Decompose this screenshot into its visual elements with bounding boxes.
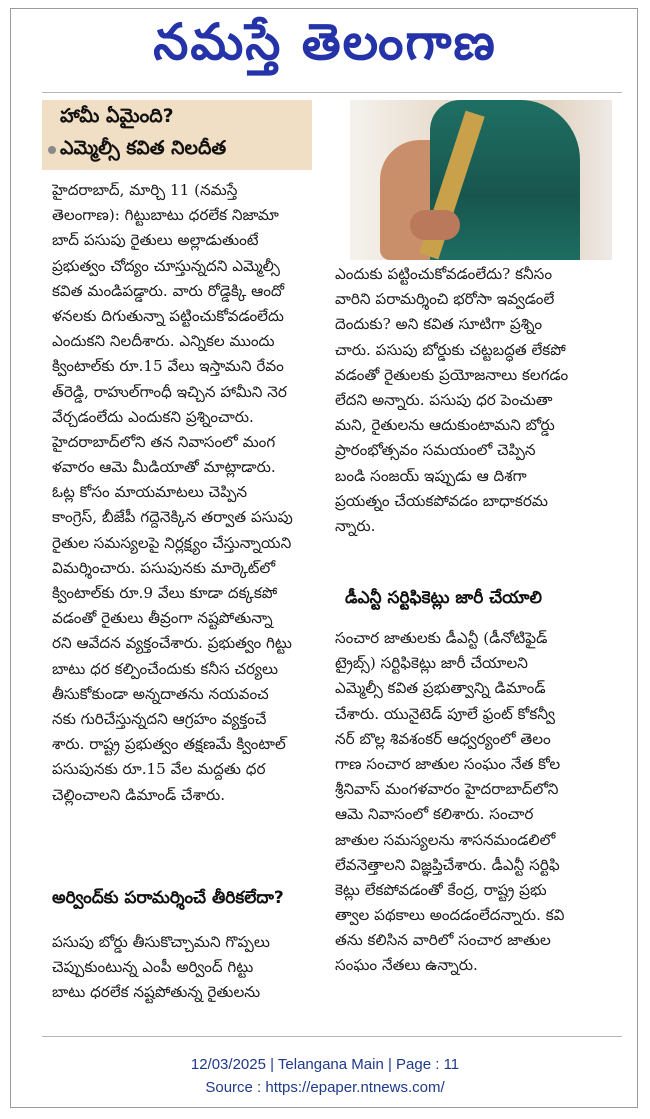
text-line: చేశారు. యునైటెడ్ పూలే ఫ్రంట్ కోకన్వీ xyxy=(335,704,555,723)
text-line: త్‌రెడ్డి, రాహుల్‌గాంధీ ఇచ్చిన హామీని నెర xyxy=(52,382,287,401)
top-rule xyxy=(42,92,622,93)
footer-date-line: 12/03/2025 | Telangana Main | Page : 11 xyxy=(190,1056,460,1073)
article-photo xyxy=(350,100,612,260)
left-subhead: అర్వింద్‌కు పరామర్శించే తీరికలేదా? xyxy=(52,888,284,908)
text-line: త్వాల పథకాలు అందడంలేదన్నారు. కవి xyxy=(335,906,565,925)
text-line: చెల్లించాలని డిమాండ్ చేశారు. xyxy=(52,785,226,804)
text-line: వేర్చడంలేదు ఎందుకని ప్రశ్నించారు. xyxy=(52,407,254,426)
text-line: లేవనెత్తాలని విజ్ఞప్తిచేశారు. డీఎన్టీ సర్టిఫి xyxy=(335,855,560,874)
newspaper-logo: నమస్తే తెలంగాణ xyxy=(153,13,497,71)
text-line: న్నారు. xyxy=(335,516,376,535)
text-line: కాంగ్రెస్, బీజేపీ గద్దెనెక్కిన తర్వాత పసుపు xyxy=(52,508,293,527)
text-line: తెలంగాణ): గిట్టుబాటు ధరలేక నిజామా xyxy=(52,206,279,225)
text-line: నకు గురిచేస్తున్నదని ఆగ్రహం వ్యక్తంచే xyxy=(52,709,267,728)
text-line: రైతుల సమస్యలపై నిర్లక్ష్యం చేస్తున్నాయని xyxy=(52,533,292,552)
text-line: హైదరాబాద్‌లోని తన నివాసంలో మంగ xyxy=(52,432,276,451)
text-line: సంచార జాతులకు డీఎన్టీ (డీనోటిఫైడ్ xyxy=(335,629,548,647)
text-line: శారు. రాష్ట్ర ప్రభుత్వం తక్షణమే క్వింటాల్ xyxy=(52,735,286,754)
text-line: ళవారం ఆమె మీడియాతో మాట్లాడారు. xyxy=(52,458,276,477)
text-line: ట్రైబ్స్) సర్టిఫికెట్లు జారీ చేయాలని xyxy=(335,654,528,673)
text-line: వడంతో రైతులకు ప్రయోజనాలు కలగడం xyxy=(335,365,569,384)
headline-title: హామీ ఏమైంది? xyxy=(60,105,174,127)
text-line: కెట్లు లేకపోవడంతో కేంద్ర, రాష్ట్ర ప్రభు xyxy=(335,880,547,899)
text-line: శ్రీనివాస్ మంగళవారం హైదరాబాద్‌లోని xyxy=(335,780,559,799)
left-article-body xyxy=(52,178,310,808)
text-line: ప్రారంభోత్సవం సమయంలో చెప్పిన xyxy=(335,441,536,460)
left-article-body-2 xyxy=(52,930,310,1006)
text-line: క్వింటాల్‌కు రూ.9 వేలు కూడా దక్కకపో xyxy=(52,584,278,602)
text-line: హైదరాబాద్, మార్చి 11 (నమస్తే xyxy=(52,181,238,199)
text-line: గాణ సంచార జాతుల సంఘం నేత కోల xyxy=(335,754,561,773)
text-line: పసుపునకు రూ.15 వేల మద్దతు ధర xyxy=(52,760,266,779)
text-line: విమర్శించారు. పసుపునకు మార్కెట్‌లో xyxy=(52,558,276,577)
right-article-body xyxy=(335,262,613,539)
text-line: చెప్పుకుంటున్న ఎంపీ అర్వింద్ గిట్టు xyxy=(52,958,254,977)
text-line: తీసుకోకుండా అన్నదాతను నయవంచ xyxy=(52,684,269,703)
text-line: బాటు ధరలేక నష్టపోతున్న రైతులను xyxy=(52,983,261,1002)
right-article-body-2 xyxy=(335,626,613,979)
text-line: ఓట్ల కోసం మాయమాటలు చెప్పిన xyxy=(52,483,248,502)
bullet-icon xyxy=(48,146,56,154)
text-line: వారిని పరామర్శించి భరోసా ఇవ్వడంలే xyxy=(335,290,555,309)
text-line: బండి సంజయ్ ఇప్పుడు ఆ దిశగా xyxy=(335,466,527,485)
text-line: లేదని అన్నారు. పసుపు ధర పెంచుతా xyxy=(335,390,553,409)
text-line: ఎందుకు పట్టించుకోవడంలేదు? కనీసం xyxy=(335,265,553,283)
headline-subtitle: ఎమ్మెల్సీ కవిత నిలదీత xyxy=(60,137,227,159)
text-line: వడంతో రైతులు తీవ్రంగా నష్టపోతున్నా xyxy=(52,609,273,628)
text-line: కవిత మండిపడ్డారు. వారు రోడ్డెక్కి ఆందో xyxy=(52,281,285,300)
text-line: ప్రయత్నం చేయకపోవడం బాధాకరమ xyxy=(335,491,548,510)
text-line: రని ఆవేదన వ్యక్తంచేశారు. ప్రభుత్వం గిట్టు xyxy=(52,634,292,653)
text-line: ఆమె నివాసంలో కలిశారు. సంచార xyxy=(335,805,534,824)
text-line: చారు. పసుపు బోర్డుకు చట్టబద్ధత లేకపో xyxy=(335,340,566,359)
text-line: దెందుకు? అని కవిత సూటిగా ప్రశ్నిం xyxy=(335,315,543,334)
text-line: బాద్ పసుపు రైతులు అల్లాడుతుంటే xyxy=(52,231,259,250)
text-line: ళనలకు దిగుతున్నా పట్టించుకోవడంలేదు xyxy=(52,306,284,325)
text-line: ప్రభుత్వం చోద్యం చూస్తున్నదని ఎమ్మెల్సీ xyxy=(52,256,280,275)
text-line: నర్ బొల్ల శివశంకర్ ఆధ్వర్యంలో తెలం xyxy=(335,729,551,748)
text-line: మని, రైతులను ఆదుకుంటామని బోర్డు xyxy=(335,416,555,435)
text-line: ఎమ్మెల్సీ కవిత ప్రభుత్వాన్ని డిమాండ్ xyxy=(335,679,546,698)
text-line: తను కలిసిన వారిలో సంచార జాతుల xyxy=(335,931,551,950)
footer-source-line: Source : https://epaper.ntnews.com/ xyxy=(205,1079,445,1096)
text-line: ఎందుకని నిలదీశారు. ఎన్నికల ముందు xyxy=(52,332,275,351)
text-line: జాతుల సమస్యలను శాసనమండలిలో xyxy=(335,830,556,849)
text-line: పసుపు బోర్డు తీసుకొచ్చామని గొప్పలు xyxy=(52,933,270,951)
right-subhead: డీఎన్టీ సర్టిఫికెట్లు జారీ చేయాలి xyxy=(345,588,542,608)
text-line: క్వింటాల్‌కు రూ.15 వేలు ఇస్తామని రేవం xyxy=(52,357,284,376)
bottom-rule xyxy=(42,1036,622,1037)
masthead xyxy=(0,0,650,88)
text-line: బాటు ధర కల్పించేందుకు కనీస చర్యలు xyxy=(52,659,279,678)
headline-box xyxy=(42,100,312,170)
text-line: సంఘం నేతలు ఉన్నారు. xyxy=(335,956,478,975)
